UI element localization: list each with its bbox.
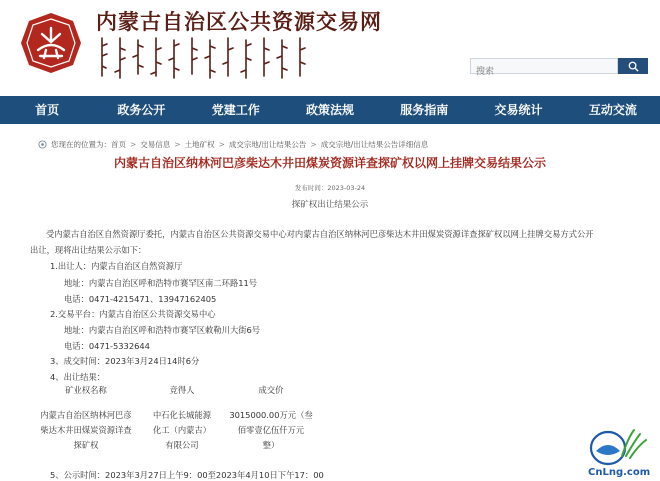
section-2-address: 地址：内蒙古自治区呼和浩特市赛罕区敕勒川大街6号 <box>64 325 261 335</box>
section-4-result: 4、出让结果： <box>50 372 106 382</box>
publish-date: 发布时间：2023-03-24 <box>294 184 366 192</box>
table-cell-winner <box>142 402 222 453</box>
main-nav <box>0 96 660 124</box>
table-cell-line: 探矿权 <box>73 440 99 450</box>
breadcrumb-separator: > <box>174 140 181 149</box>
table-cell-line: 有限公司 <box>165 440 199 450</box>
table-cell-line: 柴达木井田煤炭资源详查 <box>40 425 132 435</box>
search-icon <box>628 61 639 72</box>
table-cell-line: 佰零壹亿伍仟万元 <box>237 425 305 435</box>
article-subtitle: 探矿权出让结果公示 <box>291 200 369 210</box>
site-header <box>0 0 660 96</box>
table-header-cell: 竞得人 <box>169 385 195 395</box>
table-cell-line: 3015000.00万元（叁 <box>229 410 313 420</box>
nav-item-home[interactable]: 首页 <box>35 103 60 117</box>
nav-item-policies[interactable]: 政策法规 <box>305 103 354 117</box>
site-title: 内蒙古自治区公共资源交易网 <box>96 9 382 34</box>
breadcrumb-item-results[interactable]: 成交宗地/出让结果公告 <box>228 140 307 149</box>
table-row <box>30 402 320 453</box>
table-cell-line: 中石化长城能源 <box>152 410 212 420</box>
table-cell-line: 整） <box>262 440 280 450</box>
article-title: 内蒙古自治区纳林河巴彦柴达木井田煤炭资源详查探矿权以网上挂牌交易结果公示 <box>113 156 546 170</box>
breadcrumb-item-current: 成交宗地/出让结果公告详细信息 <box>320 140 429 149</box>
section-1-address: 地址：内蒙古自治区呼和浩特市赛罕区南二环路11号 <box>64 278 258 288</box>
table-cell-line: 化工（内蒙古） <box>152 425 212 435</box>
section-3-deal-time: 3、成交时间：2023年3月24日14时6分 <box>50 356 200 366</box>
intro-line-2: 出让，现将出让结果公示如下： <box>30 245 147 255</box>
nav-item-trade-statistics[interactable]: 交易统计 <box>494 103 543 117</box>
breadcrumb-separator: > <box>218 140 225 149</box>
section-2-title: 2.交易平台：内蒙古自治区公共资源交易中心 <box>50 309 216 319</box>
table-cell-price <box>222 402 320 453</box>
location-icon <box>38 140 47 149</box>
breadcrumb-item-land-mining[interactable]: 土地矿权 <box>184 140 215 149</box>
table-header-cell: 成交价 <box>258 385 284 395</box>
table-cell-line: 内蒙古自治区纳林河巴彦 <box>40 410 132 420</box>
search-input[interactable] <box>471 65 617 79</box>
result-table <box>30 384 320 453</box>
watermark-text: CnLng.com <box>588 467 651 478</box>
section-5-publicity-time: 5、公示时间：2023年3月27日上午9：00至2023年4月10日下午17：00 <box>50 470 324 480</box>
mongolian-script-emblem <box>98 36 318 82</box>
search-button[interactable] <box>618 58 648 74</box>
table-header-row <box>30 384 320 402</box>
nav-item-service-guide[interactable]: 服务指南 <box>400 103 449 117</box>
site-logo[interactable] <box>20 12 82 74</box>
nav-item-government-affairs[interactable]: 政务公开 <box>117 103 166 117</box>
section-2-phone: 电话：0471-5332644 <box>64 341 150 351</box>
table-cell-right-name <box>30 402 142 453</box>
breadcrumb-separator: > <box>130 140 137 149</box>
intro-line-1: 受内蒙古自治区自然资源厅委托，内蒙古自治区公共资源交易中心对内蒙古自治区纳林河巴彦柴达木井田煤炭资源详查探矿权以网上挂牌交易方式公开 <box>46 229 594 239</box>
search-box <box>470 58 618 74</box>
cnlng-watermark-logo <box>582 426 658 478</box>
nav-item-party-building[interactable]: 党建工作 <box>211 103 260 117</box>
section-1-phone: 电话：0471-4215471、13947162405 <box>64 294 217 304</box>
breadcrumb-prefix: 您现在的位置为： <box>51 140 111 149</box>
section-1-title: 1.出让人：内蒙古自治区自然资源厅 <box>50 261 183 271</box>
breadcrumb-item-trade-info[interactable]: 交易信息 <box>140 140 171 149</box>
breadcrumb-item-home[interactable]: 首页 <box>111 140 126 149</box>
table-header-cell: 矿业权名称 <box>65 385 107 395</box>
nav-item-interaction[interactable]: 互动交流 <box>588 103 637 117</box>
breadcrumb-separator: > <box>310 140 317 149</box>
breadcrumb <box>38 139 428 150</box>
